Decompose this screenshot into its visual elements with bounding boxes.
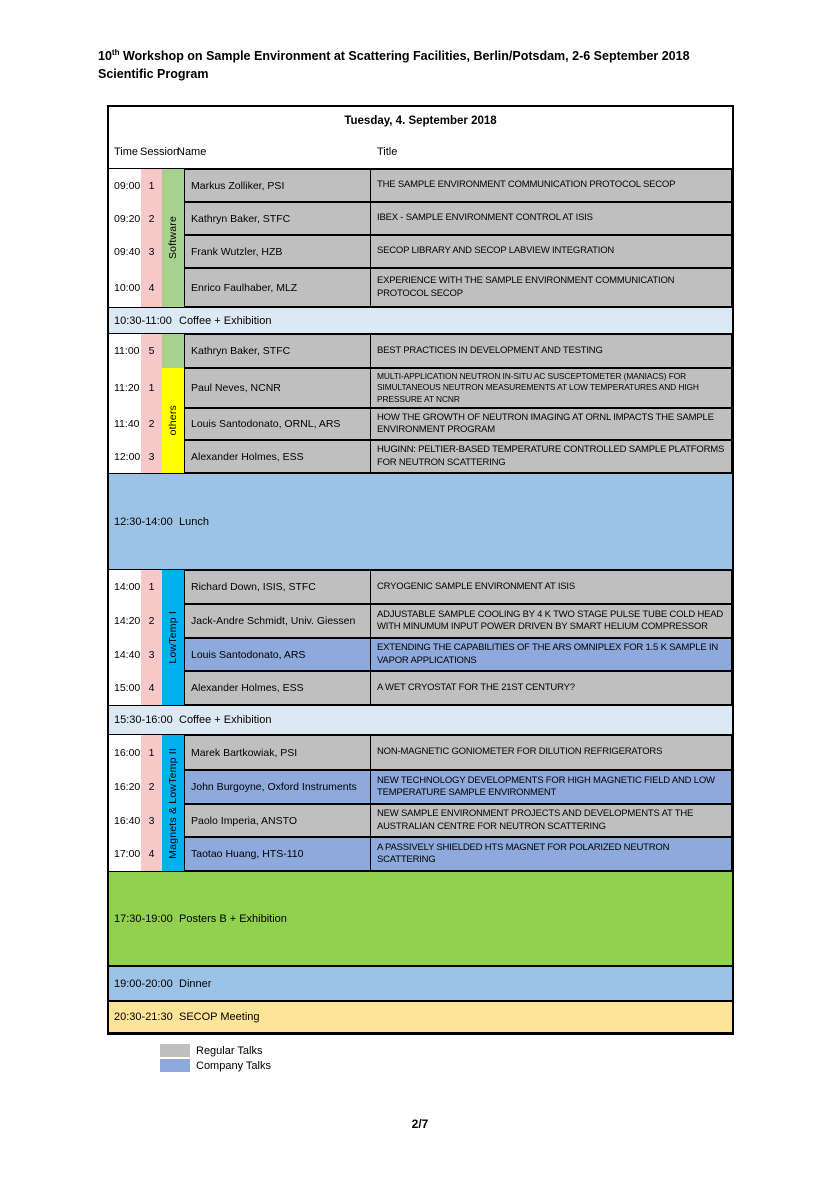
break-time: 10:30-11:00 <box>114 314 172 327</box>
speaker-cell: Enrico Faulhaber, MLZ <box>184 268 371 307</box>
time-cell: 16:20 <box>109 770 141 804</box>
session-label-text: others <box>167 405 179 436</box>
time-cell: 09:20 <box>109 202 141 235</box>
session-number-cell: 1 <box>141 570 162 604</box>
speaker-cell: Paul Neves, NCNR <box>184 368 371 408</box>
time-cell: 09:00 <box>109 169 141 202</box>
speaker-cell: Marek Bartkowiak, PSI <box>184 735 371 770</box>
time-cell: 11:00 <box>109 334 141 368</box>
session-number-cell: 4 <box>141 837 162 871</box>
session-label-text: Software <box>167 216 179 260</box>
legend-label: Regular Talks <box>196 1044 263 1057</box>
talk-title-cell: NON-MAGNETIC GONIOMETER FOR DILUTION REFRIGERATORS <box>371 735 732 770</box>
time-cell: 17:00 <box>109 837 141 871</box>
time-cell: 16:40 <box>109 804 141 837</box>
speaker-cell: Alexander Holmes, ESS <box>184 440 371 473</box>
time-cell: 14:00 <box>109 570 141 604</box>
break-time: 17:30-19:00 <box>114 912 173 925</box>
legend-item <box>160 1044 271 1057</box>
time-cell: 14:40 <box>109 638 141 671</box>
session-label <box>162 570 184 705</box>
session-label <box>162 334 184 368</box>
session-label <box>162 735 184 871</box>
session-label-text: Magnets & LowTemp II <box>167 747 179 859</box>
speaker-cell: John Burgoyne, Oxford Instruments <box>184 770 371 804</box>
talk-title-cell: HUGINN: PELTIER-BASED TEMPERATURE CONTROLLED SAMPLE PLATFORMS FOR NEUTRON SCATTERING <box>371 440 732 473</box>
break-label: Coffee + Exhibition <box>179 314 272 327</box>
session-label-text: LowTemp I <box>167 611 179 664</box>
speaker-cell: Louis Santodonato, ORNL, ARS <box>184 408 371 440</box>
break-row <box>109 473 732 570</box>
session-label <box>162 169 184 307</box>
speaker-cell: Jack-Andre Schmidt, Univ. Giessen <box>184 604 371 638</box>
schedule-table <box>107 105 734 1035</box>
doc-title-line2: Scientific Program <box>98 67 209 82</box>
session-number-cell: 2 <box>141 604 162 638</box>
speaker-cell: Kathryn Baker, STFC <box>184 202 371 235</box>
speaker-cell: Taotao Huang, HTS-110 <box>184 837 371 871</box>
break-label: Dinner <box>179 977 212 990</box>
talk-title-cell: NEW SAMPLE ENVIRONMENT PROJECTS AND DEVELOPMENTS AT THE AUSTRALIAN CENTRE FOR NEUTRON SCATTERING <box>371 804 732 837</box>
talk-title-cell: NEW TECHNOLOGY DEVELOPMENTS FOR HIGH MAGNETIC FIELD AND LOW TEMPERATURE SAMPLE ENVIRONMENT <box>371 770 732 804</box>
break-time: 15:30-16:00 <box>114 714 173 726</box>
column-header-title: Title <box>377 145 398 158</box>
session-label <box>162 368 184 473</box>
legend-swatch-regular-talks <box>160 1044 190 1057</box>
doc-header <box>98 44 798 83</box>
talk-title-cell: EXTENDING THE CAPABILITIES OF THE ARS OMNIPLEX FOR 1.5 K SAMPLE IN VAPOR APPLICATIONS <box>371 638 732 671</box>
talk-title-cell: CRYOGENIC SAMPLE ENVIRONMENT AT ISIS <box>371 570 732 604</box>
break-row <box>109 966 732 1001</box>
speaker-cell: Richard Down, ISIS, STFC <box>184 570 371 604</box>
session-block <box>109 334 732 473</box>
talk-title-cell: A PASSIVELY SHIELDED HTS MAGNET FOR POLARIZED NEUTRON SCATTERING <box>371 837 732 871</box>
session-block <box>109 169 732 307</box>
break-label: Posters B + Exhibition <box>179 912 287 925</box>
page-number: 2/7 <box>411 1117 429 1131</box>
time-cell: 12:00 <box>109 440 141 473</box>
speaker-cell: Louis Santodonato, ARS <box>184 638 371 671</box>
doc-title-line1: 10th Workshop on Sample Environment at Scattering Facilities, Berlin/Potsdam, 2-6 September 2018 <box>98 48 690 64</box>
break-row <box>109 871 732 966</box>
session-number-cell: 1 <box>141 735 162 770</box>
session-number-cell: 3 <box>141 804 162 837</box>
break-row <box>109 1001 732 1033</box>
talk-title-cell: HOW THE GROWTH OF NEUTRON IMAGING AT ORNL IMPACTS THE SAMPLE ENVIRONMENT PROGRAM <box>371 408 732 440</box>
time-cell: 11:20 <box>109 368 141 408</box>
speaker-cell: Frank Wutzler, HZB <box>184 235 371 268</box>
session-number-cell: 1 <box>141 368 162 408</box>
session-number-cell: 2 <box>141 770 162 804</box>
session-number-cell: 3 <box>141 440 162 473</box>
legend-label: Company Talks <box>196 1059 271 1072</box>
session-number-cell: 4 <box>141 671 162 705</box>
session-number-cell: 3 <box>141 235 162 268</box>
session-number-cell: 5 <box>141 334 162 368</box>
time-cell: 11:40 <box>109 408 141 440</box>
talk-title-cell: EXPERIENCE WITH THE SAMPLE ENVIRONMENT COMMUNICATION PROTOCOL SECOP <box>371 268 732 307</box>
break-time: 20:30-21:30 <box>114 1011 173 1023</box>
time-cell: 09:40 <box>109 235 141 268</box>
legend-swatch-company-talks <box>160 1059 190 1072</box>
talk-title-cell: SECOP LIBRARY AND SECOP LABVIEW INTEGRATION <box>371 235 732 268</box>
talk-title-cell: ADJUSTABLE SAMPLE COOLING BY 4 K TWO STAGE PULSE TUBE COLD HEAD WITH MINUMUM INPUT POWER DRIVEN BY SMART HELIUM COMPRESSOR <box>371 604 732 638</box>
speaker-cell: Alexander Holmes, ESS <box>184 671 371 705</box>
legend <box>160 1044 271 1074</box>
column-header-name: Name <box>177 145 207 158</box>
session-number-cell: 2 <box>141 408 162 440</box>
talk-title-cell: MULTI-APPLICATION NEUTRON IN-SITU AC SUSCEPTOMETER (MANIACS) FOR SIMULTANEOUS NEUTRON MEASUREMENTS AT LOW TEMPERATURES AND HIGH PRESSURE AT NCNR <box>371 368 732 408</box>
column-header-session: Session <box>140 145 180 158</box>
session-number-cell: 2 <box>141 202 162 235</box>
break-label: SECOP Meeting <box>179 1011 260 1023</box>
break-label: Coffee + Exhibition <box>179 714 272 726</box>
time-cell: 16:00 <box>109 735 141 770</box>
column-header-row <box>109 135 732 169</box>
speaker-cell: Markus Zolliker, PSI <box>184 169 371 202</box>
session-block <box>109 735 732 871</box>
legend-item <box>160 1059 271 1072</box>
talk-title-cell: A WET CRYOSTAT FOR THE 21ST CENTURY? <box>371 671 732 705</box>
schedule-body <box>109 169 732 1033</box>
break-label: Lunch <box>179 515 209 528</box>
time-cell: 14:20 <box>109 604 141 638</box>
talk-title-cell: BEST PRACTICES IN DEVELOPMENT AND TESTING <box>371 334 732 368</box>
session-number-cell: 3 <box>141 638 162 671</box>
session-number-cell: 1 <box>141 169 162 202</box>
speaker-cell: Kathryn Baker, STFC <box>184 334 371 368</box>
talk-title-cell: THE SAMPLE ENVIRONMENT COMMUNICATION PROTOCOL SECOP <box>371 169 732 202</box>
talk-title-cell: IBEX - SAMPLE ENVIRONMENT CONTROL AT ISIS <box>371 202 732 235</box>
break-row <box>109 307 732 334</box>
session-number-cell: 4 <box>141 268 162 307</box>
time-cell: 15:00 <box>109 671 141 705</box>
day-header: Tuesday, 4. September 2018 <box>344 115 497 127</box>
session-block <box>109 570 732 705</box>
break-row <box>109 705 732 735</box>
column-header-time: Time <box>114 145 139 158</box>
break-time: 12:30-14:00 <box>114 515 173 528</box>
break-time: 19:00-20:00 <box>114 977 173 990</box>
time-cell: 10:00 <box>109 268 141 307</box>
speaker-cell: Paolo Imperia, ANSTO <box>184 804 371 837</box>
